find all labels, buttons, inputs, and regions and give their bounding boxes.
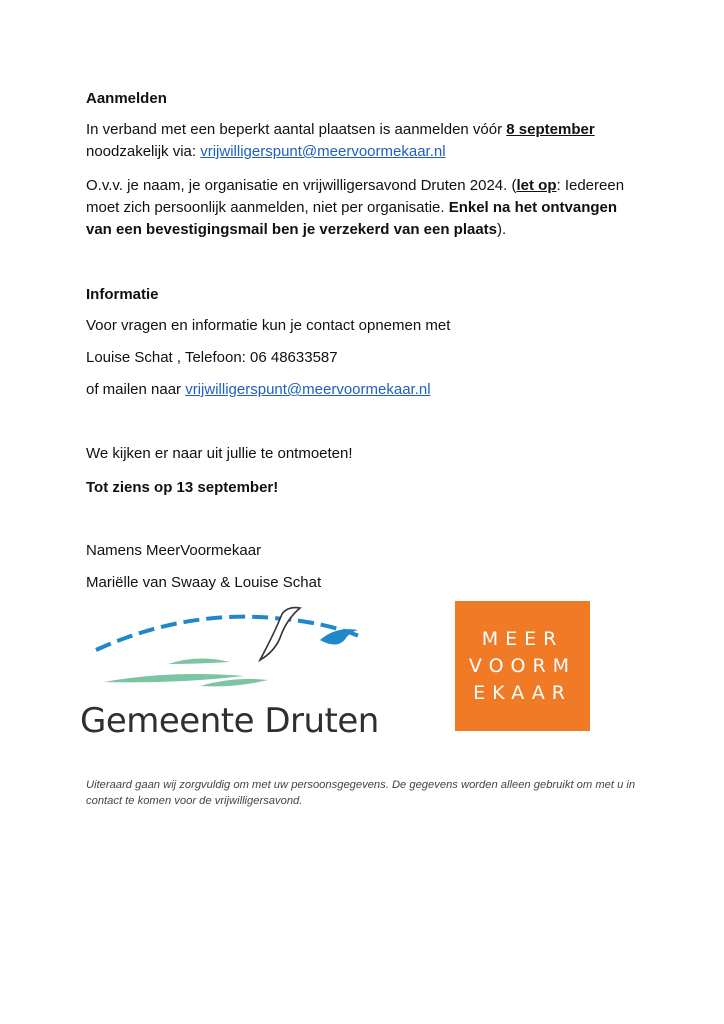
informatie-heading: Informatie [86, 286, 159, 303]
email-link-aanmelden[interactable]: vrijwilligerspunt@meervoormekaar.nl [200, 143, 446, 160]
gemeente-druten-logo [74, 604, 379, 744]
informatie-line-3 [86, 379, 646, 401]
let-op-label: let op [516, 177, 557, 194]
mvm-logo-row-2: VOORM [468, 655, 577, 677]
aanmelden-text-4: : Iedereen moet zich persoonlijk aanmelden, niet per organisatie. [86, 177, 625, 216]
informatie-text-3: of mailen naar [86, 381, 186, 398]
druten-bird-icon [74, 604, 374, 704]
aanmelden-heading: Aanmelden [86, 90, 167, 107]
informatie-line-2: Louise Schat , Telefoon: 06 48633587 [86, 349, 338, 366]
deadline-date: 8 september [506, 121, 595, 138]
closing-line-1: We kijken er naar uit jullie te ontmoeten! [86, 445, 353, 462]
informatie-line-1: Voor vragen en informatie kun je contact opnemen met [86, 317, 451, 334]
aanmelden-text-1: In verband met een beperkt aantal plaatsen is aanmelden vóór [86, 121, 507, 138]
privacy-disclaimer: Uiteraard gaan wij zorgvuldig om met uw persoonsgegevens. De gegevens worden alleen gebruikt om met u in contact te komen voor de vrijwilligersavond. [86, 779, 636, 807]
signature-line-1: Namens MeerVoormekaar [86, 542, 262, 559]
mvm-logo-row-1: MEER [481, 628, 564, 650]
closing-line-2: Tot ziens op 13 september! [86, 479, 279, 496]
aanmelden-text-3: O.v.v. je naam, je organisatie en vrijwilligersavond Druten 2024. ( [86, 177, 517, 194]
email-link-informatie[interactable]: vrijwilligerspunt@meervoormekaar.nl [185, 381, 431, 398]
druten-logo-text: Gemeente Druten [80, 701, 379, 741]
aanmelden-paragraph-2 [86, 175, 646, 241]
meervoormekaar-logo [455, 601, 590, 731]
signature-line-2: Mariëlle van Swaay & Louise Schat [86, 574, 322, 591]
confirmation-notice: Enkel na het ontvangen van een bevestigingsmail ben je verzekerd van een plaats [86, 199, 618, 238]
aanmelden-paragraph-1 [86, 119, 646, 163]
aanmelden-text-5: ). [497, 221, 507, 238]
aanmelden-text-2: noodzakelijk via: [86, 143, 201, 160]
mvm-logo-row-3: EKAAR [473, 682, 572, 704]
